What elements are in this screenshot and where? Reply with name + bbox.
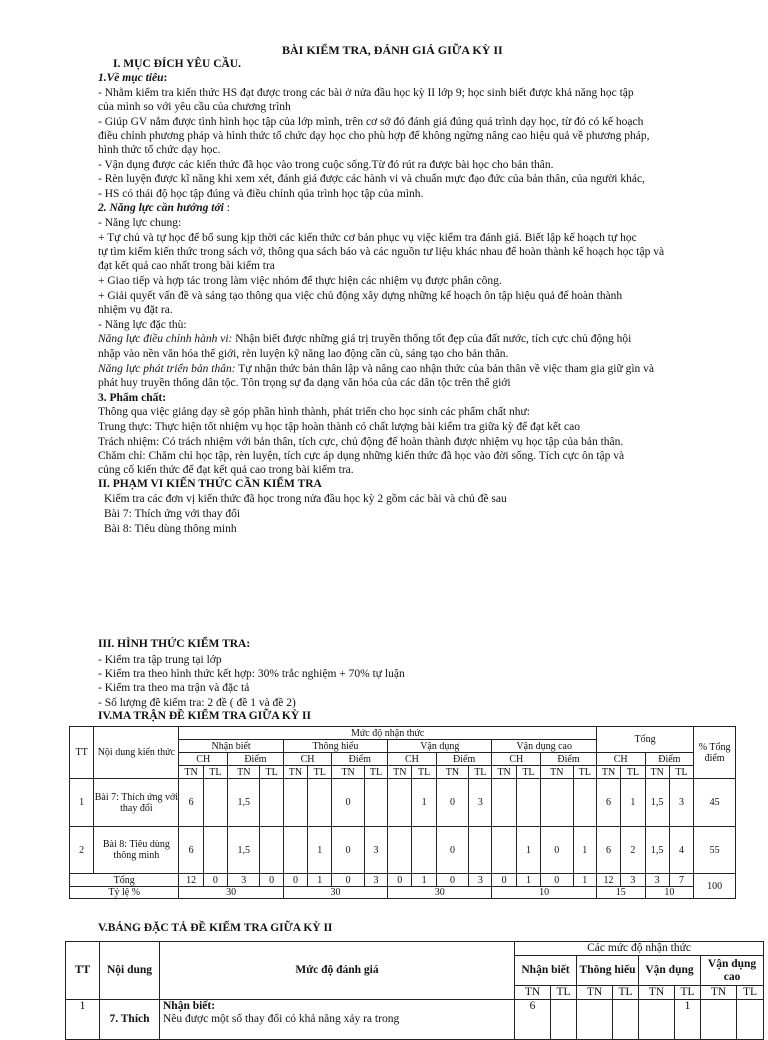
matrix-cell: 3 xyxy=(645,874,669,887)
matrix-ratio-label: Tỷ lệ % xyxy=(70,887,179,899)
matrix-cell: 4 xyxy=(669,827,693,874)
matrix-level-4: Vận dụng cao xyxy=(492,740,596,753)
section-5-heading: V.BẢNG ĐẶC TẢ ĐỀ KIỂM TRA GIỮA KỲ II xyxy=(98,922,333,934)
matrix-diem: Điểm xyxy=(645,753,694,766)
matrix-level-1: Nhận biết xyxy=(179,740,283,753)
spec-row-value xyxy=(701,1000,737,1040)
matrix-cell: 0 xyxy=(436,779,468,827)
matrix-tn: TN xyxy=(541,766,573,779)
matrix-cell: 45 xyxy=(694,779,736,827)
table-row xyxy=(70,874,736,887)
matrix-diem: Điểm xyxy=(541,753,597,766)
matrix-cell: 7 xyxy=(669,874,693,887)
table-row xyxy=(70,827,736,874)
matrix-ch: CH xyxy=(492,753,541,766)
matrix-cell xyxy=(492,827,516,874)
spec-header-tt: TT xyxy=(66,942,100,1000)
matrix-cell: 3 xyxy=(621,874,645,887)
document-title: BÀI KIỂM TRA, ĐÁNH GIÁ GIỮA KỲ II xyxy=(282,43,503,57)
spec-tn: TN xyxy=(639,986,675,1000)
matrix-cell: 1 xyxy=(516,874,540,887)
section-3-heading: III. HÌNH THỨC KIỂM TRA: xyxy=(98,638,251,650)
matrix-row-name: Bài 7: Thích ứng với thay đổi xyxy=(94,779,179,827)
matrix-cell: 1,5 xyxy=(228,827,260,874)
matrix-ratio: 10 xyxy=(645,887,694,899)
matrix-cell: 1 xyxy=(308,874,332,887)
spec-row-tt: 1 xyxy=(66,1000,100,1040)
spec-row-value: 6 xyxy=(515,1000,551,1040)
matrix-tl: TL xyxy=(260,766,283,779)
matrix-tn: TN xyxy=(283,766,307,779)
matrix-tl: TL xyxy=(516,766,540,779)
competency-6-line-1: Năng lực điều chỉnh hành vi: Nhận biết được những giá trị truyền thống tốt đẹp của đất nước, tích cực chủ động hội xyxy=(98,333,632,345)
matrix-tl: TL xyxy=(203,766,227,779)
matrix-cell: 3 xyxy=(228,874,260,887)
section-4-heading: IV.MA TRẬN ĐỀ KIỂM TRA GIỮA KỲ II xyxy=(98,710,312,722)
matrix-tl: TL xyxy=(669,766,693,779)
spec-tl: TL xyxy=(551,986,577,1000)
matrix-ch: CH xyxy=(388,753,437,766)
matrix-row-name: Bài 8: Tiêu dùng thông minh xyxy=(94,827,179,874)
matrix-cell xyxy=(260,827,283,874)
matrix-cell: 12 xyxy=(596,874,620,887)
matrix-cell xyxy=(541,779,573,827)
matrix-tn: TN xyxy=(645,766,669,779)
competency-2-line-3: đạt kết quả cao nhất trong bài kiểm tra xyxy=(98,260,275,272)
spec-level-2: Thông hiểu xyxy=(577,956,639,986)
spec-level-1: Nhận biết xyxy=(515,956,577,986)
matrix-cell xyxy=(388,779,412,827)
matrix-cell xyxy=(388,827,412,874)
matrix-cell: 0 xyxy=(436,874,468,887)
matrix-cell: 1 xyxy=(412,874,436,887)
spec-tn: TN xyxy=(577,986,613,1000)
table-row xyxy=(70,779,736,827)
matrix-cell: 0 xyxy=(283,874,307,887)
matrix-tn: TN xyxy=(436,766,468,779)
matrix-cell: 0 xyxy=(332,874,364,887)
goal-4: - Rèn luyện được kĩ năng khi xem xét, đánh giá được các hành vi và chuẩn mực đạo đức của bản thân, của người khác, xyxy=(98,173,645,185)
goal-1-line-2: của mình so với yêu cầu của chương trình xyxy=(98,101,291,113)
matrix-cell: 0 xyxy=(203,874,227,887)
quality-4-line-1: Chăm chỉ: Chăm chỉ học tập, rèn luyện, tích cực áp dụng những kiến thức đã học vào đời sống. Tích cực ôn tập và xyxy=(98,450,625,462)
spec-row-value xyxy=(639,1000,675,1040)
goals-heading: 1.Về mục tiêu: xyxy=(98,72,168,84)
matrix-diem: Điểm xyxy=(436,753,492,766)
matrix-table xyxy=(69,726,736,899)
spec-tl: TL xyxy=(675,986,701,1000)
scope-lesson-8: Bài 8: Tiêu dùng thông minh xyxy=(104,523,237,535)
spec-tl: TL xyxy=(613,986,639,1000)
matrix-cell: 1,5 xyxy=(645,779,669,827)
spec-row-value xyxy=(577,1000,613,1040)
quality-3: Trách nhiệm: Có trách nhiệm với bản thân, tích cực, chủ động để hoàn thành được nhiệm vụ học tập của bản thân. xyxy=(98,436,624,448)
competency-general: - Năng lực chung: xyxy=(98,217,182,229)
matrix-level-2: Thông hiểu xyxy=(283,740,387,753)
matrix-cell: 6 xyxy=(179,779,203,827)
spec-level-3: Vận dụng xyxy=(639,956,701,986)
matrix-ratio: 15 xyxy=(596,887,645,899)
competency-4-line-2: nhiệm vụ đặt ra. xyxy=(98,304,173,316)
matrix-cell xyxy=(203,827,227,874)
spec-row-value xyxy=(551,1000,577,1040)
goal-2-line-2: điều chỉnh phương pháp và hình thức tổ chức dạy học cho phù hợp để không ngừng nâng cao hiệu quả về phương pháp, xyxy=(98,130,650,142)
matrix-header-levels: Mức độ nhận thức xyxy=(179,727,596,740)
matrix-cell: 6 xyxy=(596,827,620,874)
matrix-total-pct: 100 xyxy=(694,874,736,899)
competency-7-line-2: phát huy truyền thống dân tộc. Tôn trọng sự đa dạng văn hóa của các dân tộc trên thế giới xyxy=(98,377,511,389)
matrix-cell xyxy=(283,779,307,827)
table-row xyxy=(66,1000,764,1040)
format-line-1: - Kiểm tra tập trung tại lớp xyxy=(98,654,222,666)
spec-tl: TL xyxy=(737,986,764,1000)
matrix-tn: TN xyxy=(492,766,516,779)
matrix-tn: TN xyxy=(596,766,620,779)
matrix-diem: Điểm xyxy=(228,753,284,766)
matrix-tl: TL xyxy=(621,766,645,779)
matrix-cell: 55 xyxy=(694,827,736,874)
matrix-tl: TL xyxy=(308,766,332,779)
scope-lesson-7: Bài 7: Thích ứng với thay đổi xyxy=(104,508,241,520)
matrix-cell: 0 xyxy=(388,874,412,887)
competency-specific: - Năng lực đặc thù: xyxy=(98,319,187,331)
matrix-cell: 1 xyxy=(573,827,596,874)
matrix-cell: 1 xyxy=(516,827,540,874)
matrix-cell xyxy=(573,779,596,827)
matrix-ch: CH xyxy=(596,753,645,766)
spec-row-value xyxy=(737,1000,764,1040)
competency-7-line-1: Năng lực phát triển bản thân: Tự nhận thức bản thân lập và nâng cao nhận thức của bản thân về việc tham gia giữ gìn và xyxy=(98,363,655,375)
matrix-cell: 1,5 xyxy=(645,827,669,874)
matrix-cell: 1 xyxy=(621,779,645,827)
matrix-cell: 2 xyxy=(621,827,645,874)
matrix-ratio: 10 xyxy=(492,887,596,899)
matrix-header-pct: % Tổng điểm xyxy=(694,727,736,779)
matrix-cell: 0 xyxy=(492,874,516,887)
matrix-ch: CH xyxy=(179,753,228,766)
matrix-tn: TN xyxy=(332,766,364,779)
matrix-cell: 2 xyxy=(70,827,94,874)
matrix-cell: 0 xyxy=(332,779,364,827)
competency-2-line-2: tự tìm kiếm kiến thức trong sách vở, thông qua sách báo và các nguồn tư liệu khác nhau để hoàn thành kế hoạch học tập và xyxy=(98,246,665,258)
matrix-ratio: 30 xyxy=(179,887,283,899)
competency-4-line-1: + Giải quyết vấn đề và sáng tạo thông qua việc chủ động xây dựng những kế hoạch ôn tập hiệu quả để hoàn thành xyxy=(98,290,623,302)
matrix-cell: 12 xyxy=(179,874,203,887)
matrix-header-tt: TT xyxy=(70,727,94,779)
matrix-cell: 0 xyxy=(541,874,573,887)
spec-header-content: Nội dung xyxy=(100,942,160,1000)
goal-5: - HS có thái độ học tập đúng và điều chỉnh qúa trình học tập của mình. xyxy=(98,188,424,200)
matrix-cell xyxy=(516,779,540,827)
spec-header-eval: Mức độ đánh giá xyxy=(160,942,515,1000)
matrix-cell xyxy=(364,779,387,827)
matrix-cell xyxy=(203,779,227,827)
matrix-cell xyxy=(260,779,283,827)
matrix-tn: TN xyxy=(179,766,203,779)
matrix-cell: 3 xyxy=(364,827,387,874)
spec-table xyxy=(65,941,764,1040)
matrix-ch: CH xyxy=(283,753,332,766)
quality-4-line-2: củng cố kiến thức để đạt kết quả cao trong bài kiểm tra. xyxy=(98,464,354,476)
matrix-level-3: Vận dụng xyxy=(388,740,492,753)
matrix-diem: Điểm xyxy=(332,753,388,766)
format-line-2: - Kiểm tra theo hình thức kết hợp: 30% trắc nghiệm + 70% tự luận xyxy=(98,668,405,680)
matrix-cell xyxy=(469,827,492,874)
matrix-cell: 3 xyxy=(469,874,492,887)
competency-2-line-1: + Tự chủ và tự học để bổ sung kịp thời các kiến thức cơ bản phục vụ việc kiểm tra đánh giá. Biết lập kế hoạch tự học xyxy=(98,232,637,244)
matrix-cell: 1 xyxy=(308,827,332,874)
matrix-cell: 0 xyxy=(260,874,283,887)
goal-1-line-1: - Nhằm kiểm tra kiến thức HS đạt được trong các bài ở nửa đầu học kỳ II lớp 9; học sinh biết được khả năng học tập xyxy=(98,87,634,99)
matrix-cell: 1 xyxy=(70,779,94,827)
section-1-heading: I. MỤC ĐÍCH YÊU CẦU. xyxy=(113,58,241,70)
format-line-3: - Kiểm tra theo ma trận và đặc tả xyxy=(98,682,250,694)
matrix-cell xyxy=(283,827,307,874)
matrix-cell: 1 xyxy=(412,779,436,827)
matrix-ratio: 30 xyxy=(283,887,387,899)
spec-row-eval: Nhận biết: Nêu được một số thay đổi có khả năng xảy ra trong xyxy=(160,1000,515,1040)
matrix-ratio: 30 xyxy=(388,887,492,899)
competency-heading: 2. Năng lực cần hướng tới : xyxy=(98,202,230,214)
matrix-total-label: Tổng xyxy=(70,874,179,887)
matrix-cell: 1,5 xyxy=(228,779,260,827)
matrix-tn: TN xyxy=(228,766,260,779)
matrix-cell xyxy=(308,779,332,827)
matrix-cell: 6 xyxy=(179,827,203,874)
matrix-tn: TN xyxy=(388,766,412,779)
goal-2-line-3: hình thức tổ chức dạy học. xyxy=(98,144,221,156)
matrix-cell xyxy=(492,779,516,827)
matrix-header-content: Nội dung kiến thức xyxy=(94,727,179,779)
matrix-tl: TL xyxy=(364,766,387,779)
spec-tn: TN xyxy=(701,986,737,1000)
spec-row-value: 1 xyxy=(675,1000,701,1040)
goal-2-line-1: - Giúp GV nắm được tình hình học tập của lớp mình, trên cơ sở đó đánh giá đúng quá trình dạy học, từ đó có kế hoạch xyxy=(98,116,644,128)
quality-2: Trung thực: Thực hiện tốt nhiệm vụ học tập hoàn thành có chất lượng bài kiểm tra giữa kỳ để đạt kết cao xyxy=(98,421,580,433)
spec-row-value xyxy=(613,1000,639,1040)
matrix-cell: 1 xyxy=(573,874,596,887)
matrix-cell xyxy=(412,827,436,874)
scope-line-1: Kiểm tra các đơn vị kiến thức đã học trong nửa đầu học kỳ 2 gồm các bài và chủ đề sau xyxy=(104,493,507,505)
quality-heading: 3. Phẩm chất: xyxy=(98,392,167,404)
matrix-tl: TL xyxy=(573,766,596,779)
spec-row-content: 7. Thích xyxy=(100,1000,160,1040)
competency-3: + Giao tiếp và hợp tác trong làm việc nhóm để thực hiện các nhiệm vụ được phân công. xyxy=(98,275,502,287)
competency-6-line-2: nhập vào nền văn hóa thế giới, rèn luyện kỹ năng lao động cần cù, sáng tạo cho bản thân. xyxy=(98,348,509,360)
matrix-cell: 3 xyxy=(669,779,693,827)
matrix-tl: TL xyxy=(412,766,436,779)
matrix-cell: 3 xyxy=(364,874,387,887)
table-row xyxy=(70,887,736,899)
quality-1: Thông qua việc giảng dạy sẽ góp phần hình thành, phát triển cho học sinh các phẩm chất như: xyxy=(98,406,530,418)
format-line-4: - Số lượng đề kiểm tra: 2 đề ( đề 1 và đề 2) xyxy=(98,697,296,709)
spec-level-4: Vận dụng cao xyxy=(701,956,764,986)
spec-tn: TN xyxy=(515,986,551,1000)
goal-3: - Vận dụng được các kiến thức đã học vào trong cuộc sống.Từ đó rút ra được bài học cho bản thân. xyxy=(98,159,554,171)
section-2-heading: II. PHẠM VI KIẾN THỨC CẦN KIỂM TRA xyxy=(98,478,322,490)
matrix-header-total: Tổng xyxy=(596,727,693,753)
matrix-cell: 6 xyxy=(596,779,620,827)
matrix-tl: TL xyxy=(469,766,492,779)
spec-header-levels: Các mức độ nhận thức xyxy=(515,942,764,956)
matrix-cell: 0 xyxy=(436,827,468,874)
matrix-cell: 3 xyxy=(469,779,492,827)
matrix-cell: 0 xyxy=(541,827,573,874)
matrix-cell: 0 xyxy=(332,827,364,874)
